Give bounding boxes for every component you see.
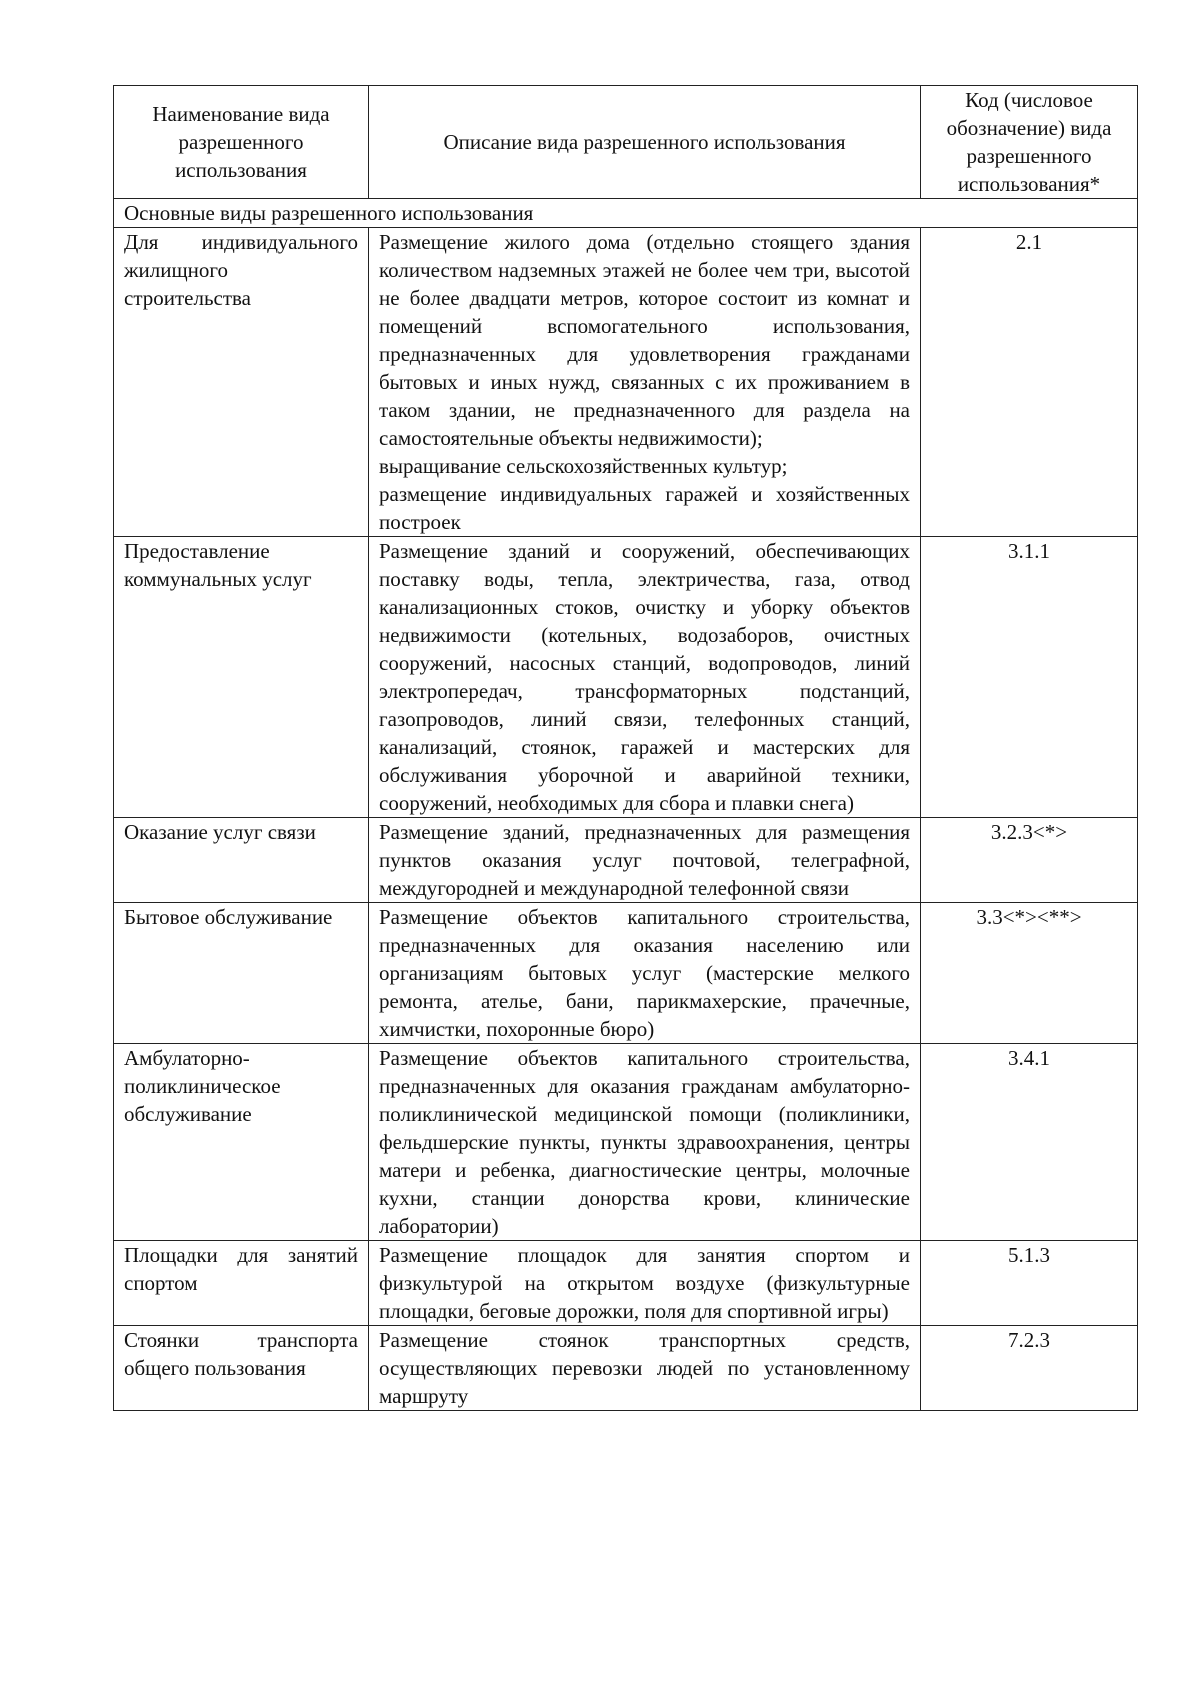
- table-row: [114, 903, 1138, 1044]
- description-paragraph: Размещение стоянок транспортных средств, осуществляющих перевозки людей по установленному маршруту: [379, 1328, 910, 1408]
- use-name: Оказание услуг связи: [114, 818, 369, 903]
- description-paragraph: Размещение площадок для занятия спортом и физкультурой на открытом воздухе (физкультурные площадки, беговые дорожки, поля для спортивной игры): [379, 1243, 910, 1323]
- table-header-row: [114, 86, 1138, 199]
- table-row: [114, 1044, 1138, 1241]
- use-code: 3.4.1: [921, 1044, 1138, 1241]
- header-name: Наименование вида разрешенного использования: [114, 86, 369, 199]
- section-row: [114, 199, 1138, 228]
- table-row: [114, 1326, 1138, 1411]
- description-paragraph: Размещение зданий и сооружений, обеспечивающих поставку воды, тепла, электричества, газа, отвод канализационных стоков, очистку и уборку объектов недвижимости (котельных, водозаборов, очистных сооружений, насосных станций, водопроводов, линий электропередач, трансформаторных подстанций, газопроводов, линий связи, телефонных станций, канализаций, стоянок, гаражей и мастерских для обслуживания уборочной и аварийной техники, сооружений, необходимых для сбора и плавки снега): [379, 539, 910, 815]
- table-row: [114, 1241, 1138, 1326]
- use-code: 7.2.3: [921, 1326, 1138, 1411]
- use-code: 3.3<*><**>: [921, 903, 1138, 1044]
- use-description: [369, 903, 921, 1044]
- use-name: Площадки для занятий спортом: [114, 1241, 369, 1326]
- description-paragraph: Размещение объектов капитального строительства, предназначенных для оказания населению или организациям бытовых услуг (мастерские мелкого ремонта, ателье, бани, парикмахерские, прачечные, химчистки, похоронные бюро): [379, 905, 910, 1041]
- use-name: Стоянки транспорта общего пользования: [114, 1326, 369, 1411]
- use-description: [369, 1044, 921, 1241]
- section-title: Основные виды разрешенного использования: [114, 199, 1138, 228]
- use-code: 3.2.3<*>: [921, 818, 1138, 903]
- description-paragraph: размещение индивидуальных гаражей и хозяйственных построек: [379, 482, 910, 534]
- use-description: [369, 1241, 921, 1326]
- use-name: Для индивидуального жилищного строительства: [114, 228, 369, 537]
- use-description: [369, 1326, 921, 1411]
- table-row: [114, 537, 1138, 818]
- use-name: Амбулаторно-поликлиническое обслуживание: [114, 1044, 369, 1241]
- use-description: [369, 228, 921, 537]
- use-code: 2.1: [921, 228, 1138, 537]
- use-code: 3.1.1: [921, 537, 1138, 818]
- header-code: Код (числовое обозначение) вида разрешенного использования*: [921, 86, 1138, 199]
- table-row: [114, 228, 1138, 537]
- use-description: [369, 537, 921, 818]
- permitted-use-table: [113, 85, 1138, 1411]
- description-paragraph: Размещение объектов капитального строительства, предназначенных для оказания гражданам амбулаторно-поликлинической медицинской помощи (поликлиники, фельдшерские пункты, пункты здравоохранения, центры матери и ребенка, диагностические центры, молочные кухни, станции донорства крови, клинические лаборатории): [379, 1046, 910, 1238]
- table-row: [114, 818, 1138, 903]
- header-description: Описание вида разрешенного использования: [369, 86, 921, 199]
- description-paragraph: выращивание сельскохозяйственных культур;: [379, 454, 788, 478]
- use-name: Предоставление коммунальных услуг: [114, 537, 369, 818]
- description-paragraph: Размещение зданий, предназначенных для размещения пунктов оказания услуг почтовой, телеграфной, междугородней и международной телефонной связи: [379, 820, 910, 900]
- use-code: 5.1.3: [921, 1241, 1138, 1326]
- use-name: Бытовое обслуживание: [114, 903, 369, 1044]
- description-paragraph: Размещение жилого дома (отдельно стоящего здания количеством надземных этажей не более чем три, высотой не более двадцати метров, которое состоит из комнат и помещений вспомогательного использования, предназначенных для удовлетворения гражданами бытовых и иных нужд, связанных с их проживанием в таком здании, не предназначенного для раздела на самостоятельные объекты недвижимости);: [379, 230, 910, 450]
- use-description: [369, 818, 921, 903]
